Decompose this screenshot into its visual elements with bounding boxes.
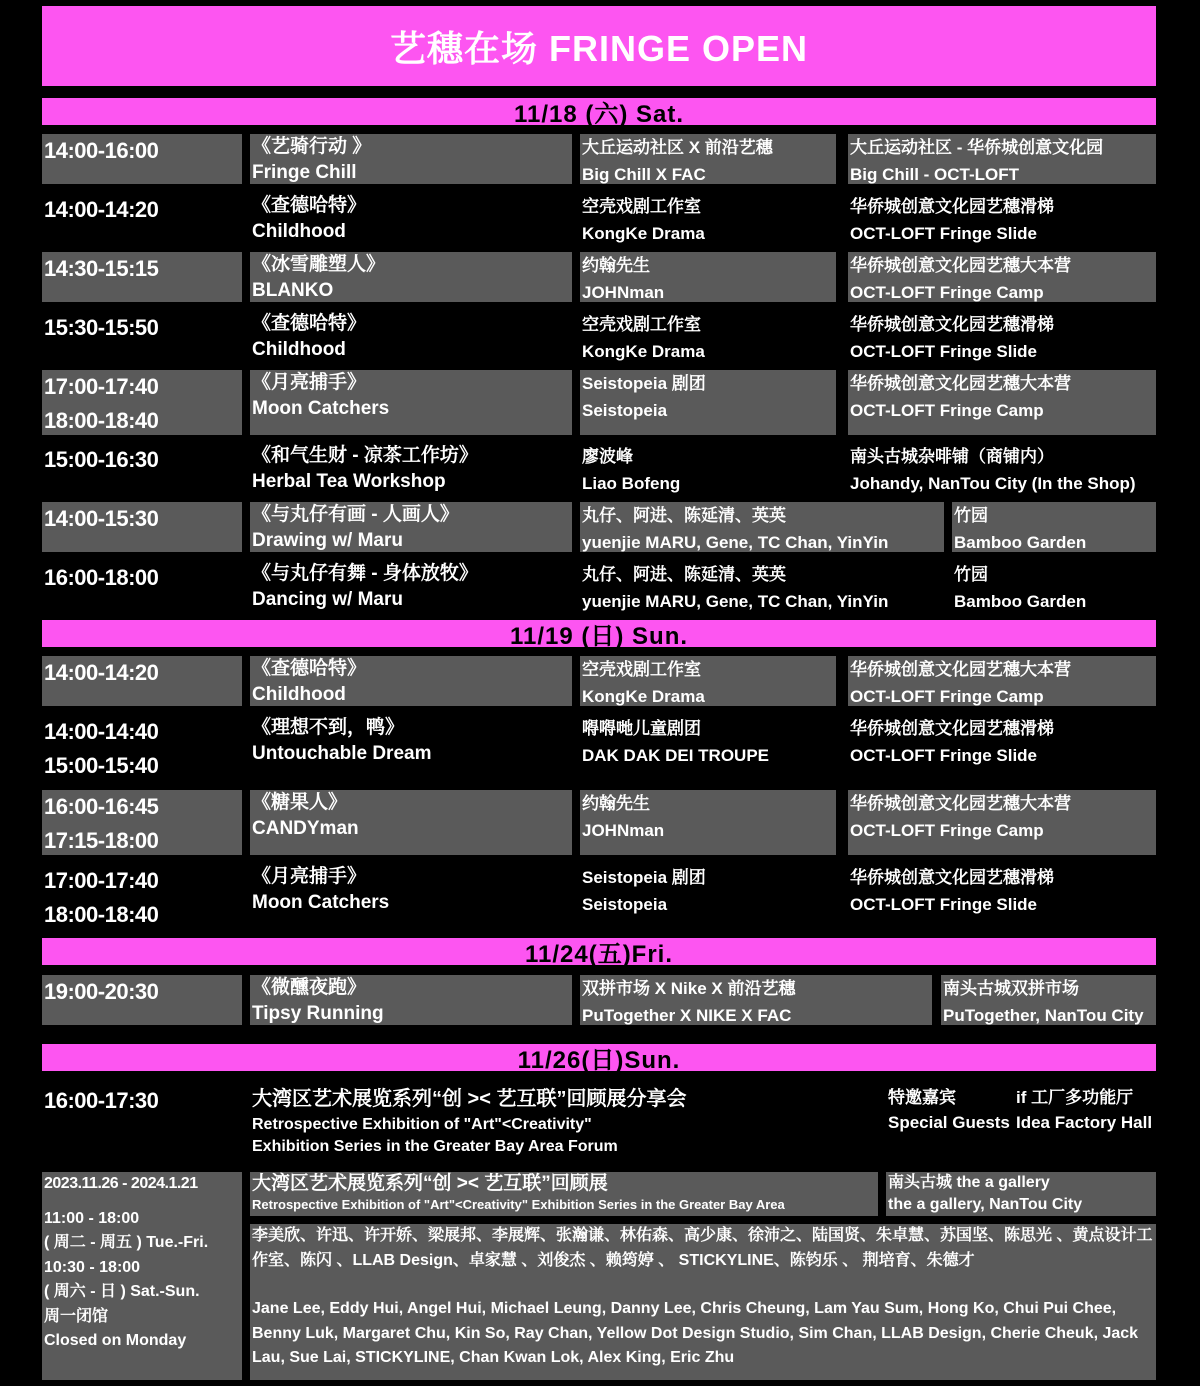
event-organizer: [580, 311, 836, 361]
event-venue: [952, 561, 1156, 611]
show-title-cn: 《与丸仔有画 - 人画人》: [252, 504, 459, 525]
venue-cn: 华侨城创意文化园艺穗滑梯: [850, 719, 1054, 738]
forum-title-cn: 大湾区艺术展览系列“创 >< 艺互联”回顾展分享会: [252, 1088, 687, 1110]
venue-en: OCT-LOFT Fringe Slide: [850, 224, 1037, 243]
exhibition-schedule: [42, 1172, 242, 1380]
venue-en: OCT-LOFT Fringe Camp: [850, 283, 1044, 302]
event-venue: [848, 193, 1156, 243]
show-title-en: Fringe Chill: [252, 162, 357, 183]
event-time: [42, 193, 242, 243]
venue-en: OCT-LOFT Fringe Slide: [850, 895, 1037, 914]
exhibition-title: [250, 1172, 878, 1216]
show-title-en: BLANKO: [252, 280, 334, 301]
show-title-en: Herbal Tea Workshop: [252, 471, 446, 492]
day-header: 11/19 (日) Sun.: [42, 620, 1156, 647]
exhibition-artists: [250, 1224, 1156, 1380]
event-time: [42, 502, 242, 552]
show-title-en: Moon Catchers: [252, 398, 390, 419]
forum-guests: [886, 1084, 1008, 1135]
event-organizer: [580, 864, 836, 929]
exhibition-venue-cn: 南头古城 the a gallery: [888, 1174, 1050, 1191]
opening-hours: 11:00 - 18:00: [44, 1209, 140, 1227]
organizer-en: PuTogether X NIKE X FAC: [582, 1006, 792, 1025]
artists-en: Jane Lee, Eddy Hui, Angel Hui, Michael Leung, Danny Lee, Chris Cheung, Lam Yau Sum, Hong Ko, Chui Pui Chee, Benny Luk, Margaret Chu, Kin So, Ray Chan, Yellow Dot Design Studio, Sim Chan, LLAB Design, Cherie Cheuk, Jack Lau, Sue Lai, STICKYLINE, Chan Kwan Lok, Alex King, Eric Zhu: [252, 1300, 1139, 1366]
event-show: [250, 864, 572, 929]
event-time: [42, 134, 242, 184]
organizer-cn: 丸仔、阿进、陈延清、英英: [582, 565, 786, 584]
venue-cn: 竹园: [954, 506, 988, 525]
event-organizer: [580, 502, 944, 552]
organizer-en: JOHNman: [582, 821, 665, 840]
organizer-en: KongKe Drama: [582, 224, 705, 243]
show-title-cn: 《和气生财 - 凉茶工作坊》: [252, 445, 478, 466]
event-show: [250, 715, 572, 782]
venue-cn: 南头古城双拼市场: [943, 979, 1079, 998]
event-organizer: [580, 443, 836, 493]
event-row: [0, 134, 1200, 184]
show-title-en: Drawing w/ Maru: [252, 530, 403, 551]
event-venue: [848, 715, 1156, 782]
event-row: [0, 864, 1200, 929]
organizer-cn: 丸仔、阿进、陈延清、英英: [582, 506, 786, 525]
event-venue: [848, 864, 1156, 929]
show-title-en: Childhood: [252, 339, 346, 360]
event-show: [250, 656, 572, 706]
show-title-cn: 《查德哈特》: [252, 195, 367, 216]
venue-cn: 华侨城创意文化园艺穗滑梯: [850, 197, 1054, 216]
event-row: [0, 975, 1200, 1025]
show-title-cn: 《月亮捕手》: [252, 866, 367, 887]
organizer-en: KongKe Drama: [582, 687, 705, 706]
venue-cn: 华侨城创意文化园艺穗大本营: [850, 256, 1071, 275]
event-organizer: [580, 975, 932, 1025]
event-show: [250, 193, 572, 243]
time-slot: 15:00-16:30: [44, 447, 159, 472]
organizer-cn: 廖波峰: [582, 447, 633, 466]
event-show: [250, 975, 572, 1025]
forum-title-en-1: Retrospective Exhibition of "Art"<Creativity": [252, 1116, 592, 1133]
event-row: [0, 502, 1200, 552]
event-time: [42, 561, 242, 611]
show-title-cn: 《查德哈特》: [252, 658, 367, 679]
organizer-cn: 空壳戏剧工作室: [582, 197, 701, 216]
venue-en: Johandy, NanTou City (In the Shop): [850, 474, 1136, 493]
exhibition-title-cn: 大湾区艺术展览系列“创 >< 艺互联”回顾展: [252, 1173, 608, 1194]
event-row: [0, 561, 1200, 611]
organizer-cn: 嘚嘚哋儿童剧团: [582, 719, 701, 738]
venue-en: PuTogether, NanTou City: [943, 1006, 1144, 1025]
exhibition-venue-en: the a gallery, NanTou City: [888, 1196, 1083, 1213]
show-title-en: CANDYman: [252, 818, 359, 839]
venue-cn: 华侨城创意文化园艺穗滑梯: [850, 315, 1054, 334]
event-row: [0, 790, 1200, 855]
organizer-cn: 大丘运动社区 X 前沿艺穗: [582, 138, 773, 157]
event-venue: [941, 975, 1156, 1025]
venue-en: Big Chill - OCT-LOFT: [850, 165, 1020, 184]
show-title-en: Tipsy Running: [252, 1003, 384, 1024]
show-title-cn: 《微醺夜跑》: [252, 977, 367, 998]
event-row: [0, 193, 1200, 243]
event-show: [250, 790, 572, 855]
event-row: [0, 370, 1200, 435]
venue-cn: 华侨城创意文化园艺穗大本营: [850, 374, 1071, 393]
time-slot: 15:00-15:40: [44, 753, 159, 778]
time-slot: 14:30-15:15: [44, 256, 159, 281]
event-organizer: [580, 134, 836, 184]
opening-hours: 10:30 - 18:00: [44, 1258, 141, 1276]
show-title-cn: 《糖果人》: [252, 792, 348, 813]
event-venue: [848, 443, 1156, 493]
time-slot: 15:30-15:50: [44, 315, 159, 340]
organizer-en: Seistopeia: [582, 895, 668, 914]
event-organizer: [580, 715, 836, 782]
show-title-cn: 《理想不到，鸭》: [252, 717, 405, 738]
organizer-en: Big Chill X FAC: [582, 165, 706, 184]
time-slot: 17:15-18:00: [44, 828, 159, 853]
time-slot: 17:00-17:40: [44, 374, 159, 399]
event-venue: [952, 502, 1156, 552]
organizer-cn: 约翰先生: [582, 256, 650, 275]
event-time: [42, 864, 242, 929]
event-time: [42, 370, 242, 435]
event-time: [42, 975, 242, 1025]
organizer-en: JOHNman: [582, 283, 665, 302]
time-slot: 14:00-14:20: [44, 660, 159, 685]
organizer-cn: Seistopeia 剧团: [582, 868, 706, 887]
time-slot: 19:00-20:30: [44, 979, 159, 1004]
forum-time: 16:00-17:30: [44, 1088, 159, 1113]
artists-cn: 李美欣、许迅、许开娇、梁展邦、李展辉、张瀚谦、林佑森、高少康、徐沛之、陆国贤、朱卓慧、苏国坚、陈思光 、黄点设计工作室、陈闪 、LLAB Design、卓家慧 、刘俊杰 、赖筠婷 、 STICKYLINE、陈钧乐 、 荆培育、朱德才: [252, 1227, 1153, 1269]
event-show: [250, 370, 572, 435]
event-organizer: [580, 561, 944, 611]
show-title-en: Untouchable Dream: [252, 743, 432, 764]
guests-cn: 特邀嘉宾: [888, 1088, 956, 1107]
forum-row: [0, 1084, 1200, 1164]
event-venue: [848, 370, 1156, 435]
organizer-cn: 空壳戏剧工作室: [582, 660, 701, 679]
venue-en: OCT-LOFT Fringe Camp: [850, 687, 1044, 706]
venue-cn: 华侨城创意文化园艺穗大本营: [850, 794, 1071, 813]
forum-venue-en: Idea Factory Hall: [1016, 1113, 1153, 1132]
show-title-en: Childhood: [252, 684, 346, 705]
venue-en: OCT-LOFT Fringe Camp: [850, 821, 1044, 840]
event-time: [42, 715, 242, 782]
event-row: [0, 252, 1200, 302]
event-show: [250, 311, 572, 361]
show-title-en: Childhood: [252, 221, 346, 242]
venue-en: OCT-LOFT Fringe Slide: [850, 342, 1037, 361]
event-row: [0, 443, 1200, 493]
forum-venue-cn: if 工厂多功能厅: [1016, 1088, 1134, 1107]
event-show: [250, 502, 572, 552]
organizer-en: KongKe Drama: [582, 342, 705, 361]
time-slot: 18:00-18:40: [44, 408, 159, 433]
venue-cn: 南头古城杂啡铺（商铺内）: [850, 447, 1054, 466]
show-title-cn: 《月亮捕手》: [252, 372, 367, 393]
event-organizer: [580, 193, 836, 243]
day-header: 11/18 (六) Sat.: [42, 98, 1156, 125]
venue-en: OCT-LOFT Fringe Camp: [850, 401, 1044, 420]
event-organizer: [580, 656, 836, 706]
venue-en: OCT-LOFT Fringe Slide: [850, 746, 1037, 765]
time-slot: 16:00-16:45: [44, 794, 159, 819]
show-title-cn: 《查德哈特》: [252, 313, 367, 334]
organizer-cn: 双拼市场 X Nike X 前沿艺穗: [582, 979, 796, 998]
venue-cn: 华侨城创意文化园艺穗大本营: [850, 660, 1071, 679]
event-organizer: [580, 370, 836, 435]
exhibition-venue: [886, 1172, 1156, 1216]
time-slot: 14:00-15:30: [44, 506, 159, 531]
show-title-en: Moon Catchers: [252, 892, 390, 913]
show-title-cn: 《艺骑行动 》: [252, 136, 372, 157]
opening-hours: ( 周六 - 日 ) Sat.-Sun.: [44, 1283, 200, 1300]
venue-en: Bamboo Garden: [954, 592, 1087, 611]
event-row: [0, 656, 1200, 706]
event-venue: [848, 656, 1156, 706]
time-slot: 14:00-14:40: [44, 719, 159, 744]
exhibition-title-en: Retrospective Exhibition of "Art"<Creativity" Exhibition Series in the Greater Bay Area: [252, 1197, 785, 1212]
event-venue: [848, 790, 1156, 855]
opening-hours: Closed on Monday: [44, 1332, 187, 1349]
show-title-cn: 《与丸仔有舞 - 身体放牧》: [252, 563, 478, 584]
venue-cn: 华侨城创意文化园艺穗滑梯: [850, 868, 1054, 887]
day-header: 11/24(五)Fri.: [42, 938, 1156, 965]
time-slot: 17:00-17:40: [44, 868, 159, 893]
forum-title: [250, 1084, 870, 1158]
event-time: [42, 443, 242, 493]
event-venue: [848, 252, 1156, 302]
event-row: [0, 715, 1200, 782]
time-slot: 14:00-14:20: [44, 197, 159, 222]
time-slot: 16:00-18:00: [44, 565, 159, 590]
event-organizer: [580, 252, 836, 302]
event-show: [250, 134, 572, 184]
organizer-en: DAK DAK DEI TROUPE: [582, 746, 770, 765]
organizer-cn: 空壳戏剧工作室: [582, 315, 701, 334]
organizer-en: Liao Bofeng: [582, 474, 681, 493]
organizer-cn: Seistopeia 剧团: [582, 374, 706, 393]
guests-en: Special Guests: [888, 1113, 1010, 1132]
opening-hours: 周一闭馆: [44, 1307, 109, 1325]
show-title-cn: 《冰雪雕塑人》: [252, 254, 386, 275]
show-title-en: Dancing w/ Maru: [252, 589, 403, 610]
exhibition-dates: 2023.11.26 - 2024.1.21: [44, 1175, 198, 1192]
event-show: [250, 561, 572, 611]
page-banner: 艺穗在场 FRINGE OPEN: [42, 6, 1156, 86]
venue-en: Bamboo Garden: [954, 533, 1087, 552]
day-header: 11/26(日)Sun.: [42, 1044, 1156, 1071]
event-venue: [848, 134, 1156, 184]
event-row: [0, 311, 1200, 361]
time-slot: 14:00-16:00: [44, 138, 159, 163]
event-venue: [848, 311, 1156, 361]
organizer-cn: 约翰先生: [582, 794, 650, 813]
opening-hours: ( 周二 - 周五 ) Tue.-Fri.: [44, 1234, 209, 1251]
venue-cn: 大丘运动社区 - 华侨城创意文化园: [850, 138, 1104, 157]
event-show: [250, 443, 572, 493]
forum-title-en-2: Exhibition Series in the Greater Bay Area Forum: [252, 1138, 618, 1155]
organizer-en: Seistopeia: [582, 401, 668, 420]
forum-venue: [1014, 1084, 1156, 1135]
venue-cn: 竹园: [954, 565, 988, 584]
event-time: [42, 790, 242, 855]
event-time: [42, 311, 242, 361]
organizer-en: yuenjie MARU, Gene, TC Chan, YinYin: [582, 533, 889, 552]
event-organizer: [580, 790, 836, 855]
time-slot: 18:00-18:40: [44, 902, 159, 927]
event-time: [42, 656, 242, 706]
event-time: [42, 252, 242, 302]
organizer-en: yuenjie MARU, Gene, TC Chan, YinYin: [582, 592, 889, 611]
event-show: [250, 252, 572, 302]
